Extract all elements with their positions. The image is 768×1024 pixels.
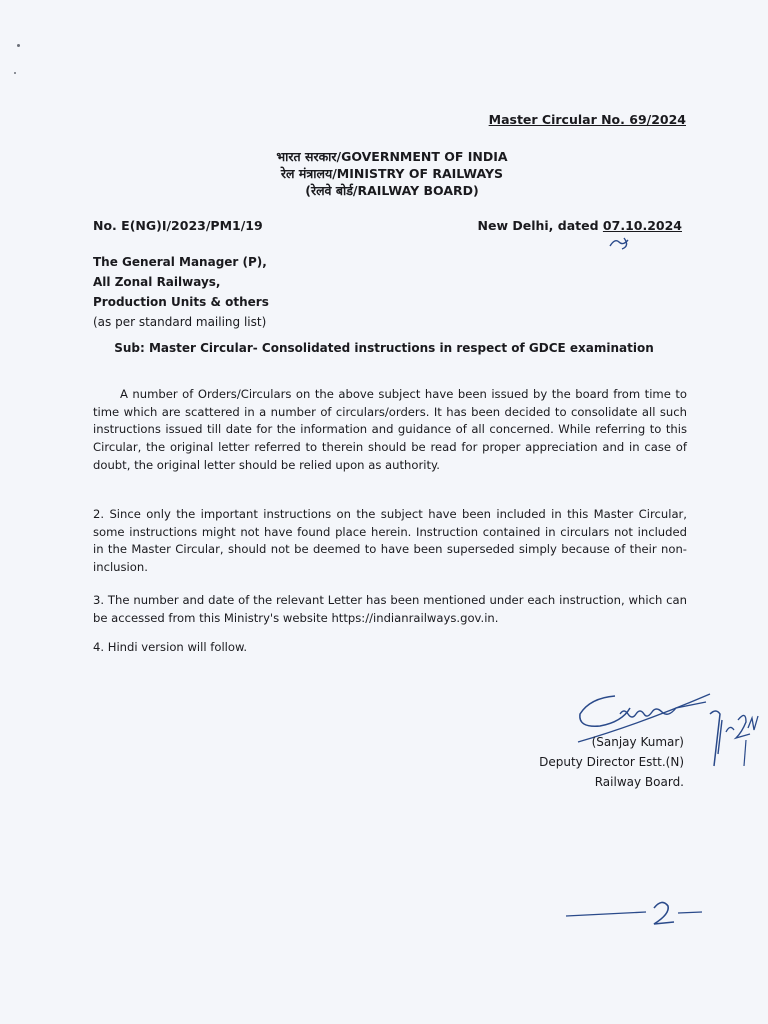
date-value: 07.10.2024 <box>602 218 682 233</box>
date-initial-mark <box>606 232 636 254</box>
paragraph-2: 2. Since only the important instructions on the subject have been included in this Master Circular, some instructions might not have found place herein. Instruction contained in circulars not included in the Master Circular, should not be deemed to have been superseded simply because of their non-inclusion. <box>93 507 687 575</box>
letterhead <box>0 148 768 199</box>
signatory-designation: Deputy Director Estt.(N) <box>539 755 684 769</box>
letterhead-ministry: रेल मंत्रालय/MINISTRY OF RAILWAYS <box>280 166 504 181</box>
signatory-office: Railway Board. <box>594 775 684 789</box>
page-continuation-mark <box>560 896 710 930</box>
letterhead-board: (रेलवे बोर्ड/RAILWAY BOARD) <box>305 183 479 198</box>
signatory-name: (Sanjay Kumar) <box>591 735 684 749</box>
addressee-line: Production Units & others <box>93 295 269 309</box>
letterhead-government: भारत सरकार/GOVERNMENT OF INDIA <box>276 149 508 164</box>
scan-speck <box>17 44 20 47</box>
addressee-line: The General Manager (P), <box>93 255 267 269</box>
paragraph-1: A number of Orders/Circulars on the above subject have been issued by the board from time to time which are scattered in a number of circulars/orders. It has been decided to consolidate all such instructions issued till date for the information and guidance of all concerned. While referring to this Circular, the original letter referred to therein should be read for proper appreciation and in case of doubt, the original letter should be relied upon as authority. <box>93 387 687 472</box>
scan-speck <box>14 72 16 74</box>
signature-block <box>539 732 684 792</box>
addressee-block <box>93 252 269 332</box>
addressee-note: (as per standard mailing list) <box>93 315 267 329</box>
date-prefix: New Delhi, dated <box>477 218 603 233</box>
paragraph-3: 3. The number and date of the relevant Letter has been mentioned under each instruction, which can be accessed from this Ministry's website https://indianrailways.gov.in. <box>93 593 687 625</box>
date-line <box>478 218 682 233</box>
circular-number: Master Circular No. 69/2024 <box>488 112 686 127</box>
paragraph-4: 4. Hindi version will follow. <box>93 640 248 654</box>
subject-line: Sub: Master Circular- Consolidated instructions in respect of GDCE examination <box>114 341 654 355</box>
reference-number: No. E(NG)I/2023/PM1/19 <box>93 218 263 233</box>
addressee-line: All Zonal Railways, <box>93 275 221 289</box>
